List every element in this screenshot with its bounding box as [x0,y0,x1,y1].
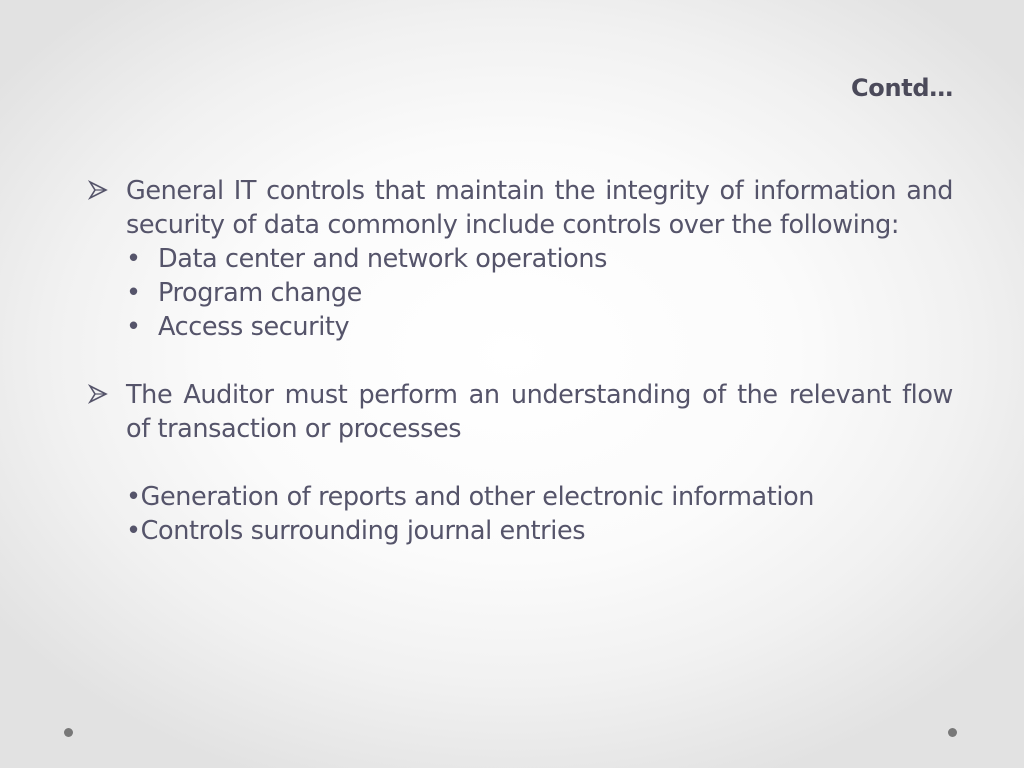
bullet-auditor-understanding [88,378,953,446]
list-item-text: Data center and network operations [158,244,607,274]
arrow-bullet-icon [88,178,108,202]
list-item [126,276,953,310]
bullet-text: The Auditor must perform an understanding of the relevant flow of transaction or processes [126,380,953,444]
control-areas-list [88,242,953,344]
slide-body [88,174,953,548]
bullet-text: General IT controls that maintain the integrity of information and security of data commonly include controls over the following: [126,176,953,240]
dot-icon [948,728,957,737]
list-item [126,310,953,344]
list-item-text: Access security [158,312,350,342]
slide-title: Contd… [850,74,953,102]
dot-icon [64,728,73,737]
bullet-general-it-controls [88,174,953,242]
list-item-text: Program change [158,278,362,308]
arrow-bullet-icon [88,382,108,406]
spacer [88,446,953,480]
spacer [88,344,953,378]
plain-line: •Generation of reports and other electronic information [126,482,815,512]
plain-line: •Controls surrounding journal entries [126,516,586,546]
bullet-dot: • [126,244,141,274]
bullet-dot: • [126,278,141,308]
list-item [126,242,953,276]
bullet-dot: • [126,312,141,342]
